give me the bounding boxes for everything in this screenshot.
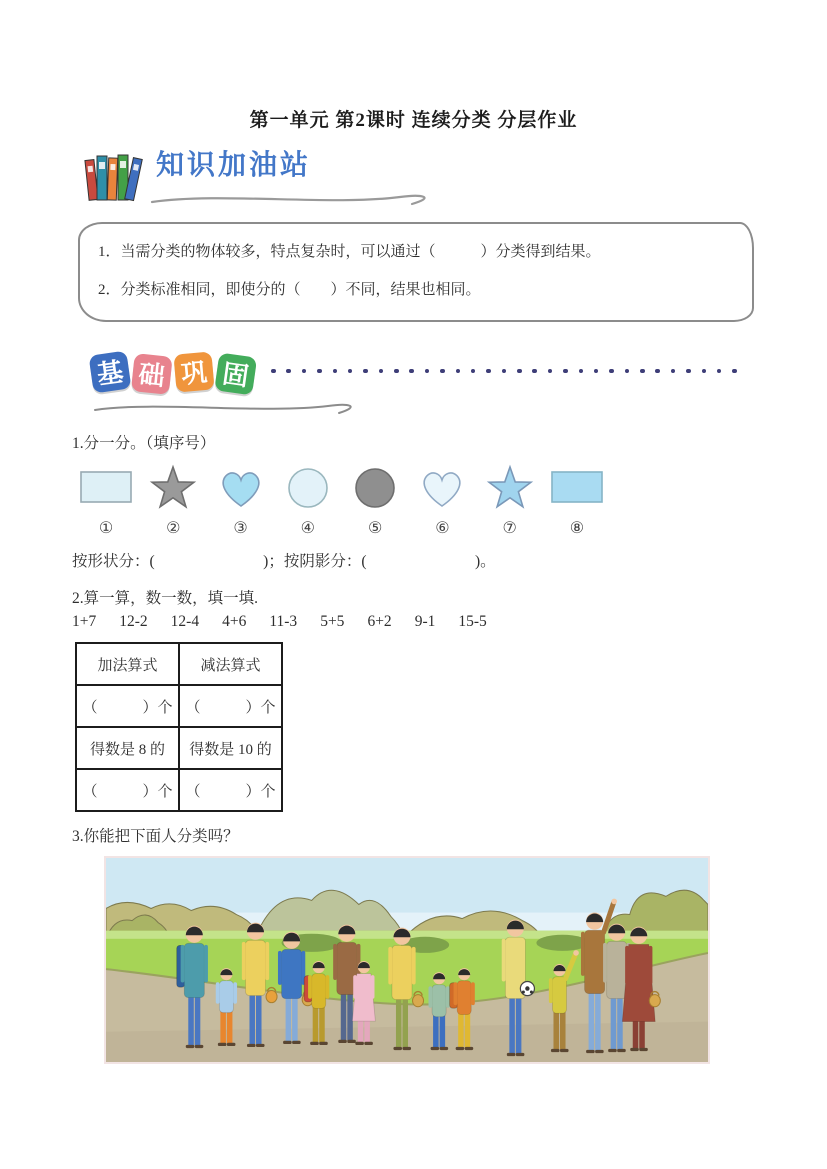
table-cell: （ ）个 bbox=[179, 685, 282, 727]
shape-number: ⑥ bbox=[435, 520, 450, 537]
shape-rect-item bbox=[74, 462, 138, 538]
dot bbox=[717, 369, 722, 374]
note-line-1: 1．当需分类的物体较多，特点复杂时，可以通过（ ）分类得到结果。 bbox=[98, 244, 601, 260]
rect-shape-icon bbox=[545, 462, 609, 512]
dot bbox=[686, 369, 691, 374]
badge-tile-2: 础 bbox=[131, 353, 173, 395]
page-title: 第一单元 第2课时 连续分类 分层作业 bbox=[249, 110, 578, 131]
table-cell: 得数是 8 的 bbox=[76, 727, 179, 769]
dot bbox=[271, 369, 276, 374]
table-cell: （ ）个 bbox=[76, 685, 179, 727]
scene-illustration bbox=[104, 856, 710, 1064]
dot bbox=[563, 369, 568, 374]
star-shape-icon bbox=[478, 462, 542, 512]
question-1-answer-line: 按形状分：( )；按阴影分：( )。 bbox=[72, 553, 496, 570]
dot bbox=[286, 369, 291, 374]
dotted-rule bbox=[271, 367, 737, 375]
dot bbox=[379, 369, 384, 374]
dot bbox=[548, 369, 553, 374]
knowledge-station-badge: 知识加油站 bbox=[156, 149, 312, 180]
dot bbox=[732, 369, 737, 374]
dot bbox=[655, 369, 660, 374]
dot bbox=[440, 369, 445, 374]
badge-tile-4: 固 bbox=[214, 353, 257, 396]
expression-list bbox=[72, 613, 487, 631]
rect-shape-icon bbox=[74, 462, 138, 512]
dot bbox=[517, 369, 522, 374]
dot bbox=[425, 369, 430, 374]
shape-number: ⑧ bbox=[569, 520, 585, 537]
question-2-table bbox=[75, 642, 283, 812]
expression-item: 9-1 bbox=[414, 613, 436, 630]
question-3-label: 3.你能把下面人分类吗？ bbox=[72, 828, 239, 845]
dot bbox=[671, 369, 676, 374]
shape-circle-item bbox=[276, 462, 340, 538]
expression-item: 6+2 bbox=[367, 613, 392, 630]
expression-item: 5+5 bbox=[320, 613, 345, 630]
dot bbox=[394, 369, 399, 374]
dot bbox=[409, 369, 414, 374]
dot bbox=[594, 369, 599, 374]
shape-number: ③ bbox=[233, 520, 248, 537]
dot bbox=[302, 369, 307, 374]
circle-shape-icon bbox=[343, 462, 407, 512]
table-header-cell: 减法算式 bbox=[179, 643, 282, 685]
expression-item: 1+7 bbox=[72, 613, 97, 630]
shape-circle-item bbox=[343, 462, 407, 538]
shape-number: ① bbox=[98, 520, 114, 537]
shape-star-item bbox=[141, 462, 205, 538]
knowledge-notes-box bbox=[78, 222, 754, 322]
expression-item: 4+6 bbox=[222, 613, 247, 630]
shape-rect-item bbox=[545, 462, 609, 538]
dot bbox=[348, 369, 353, 374]
shape-number: ⑦ bbox=[502, 520, 517, 537]
shape-number: ④ bbox=[300, 520, 316, 537]
dot bbox=[579, 369, 584, 374]
dot bbox=[471, 369, 476, 374]
people-park-scene bbox=[106, 858, 708, 1062]
question-2-label: 2.算一算，数一数，填一填. bbox=[72, 590, 259, 607]
dot bbox=[363, 369, 368, 374]
dot bbox=[456, 369, 461, 374]
dot bbox=[317, 369, 322, 374]
shape-number: ② bbox=[166, 520, 181, 537]
shape-heart-item bbox=[209, 462, 273, 538]
expression-item: 12-2 bbox=[119, 613, 148, 630]
badge-tile-3: 巩 bbox=[173, 351, 214, 392]
dot bbox=[625, 369, 630, 374]
expression-item: 15-5 bbox=[458, 613, 487, 630]
dot bbox=[333, 369, 338, 374]
table-cell: 得数是 10 的 bbox=[179, 727, 282, 769]
question-1-label: 1.分一分。（填序号） bbox=[72, 435, 216, 452]
shape-heart-item bbox=[410, 462, 474, 538]
dot bbox=[702, 369, 707, 374]
expression-item: 12-4 bbox=[170, 613, 200, 630]
note-line-2: 2．分类标准相同，即使分的（ ）不同，结果也相同。 bbox=[98, 282, 481, 298]
table-cell: （ ）个 bbox=[179, 769, 282, 811]
dot bbox=[486, 369, 491, 374]
dot bbox=[532, 369, 537, 374]
books-stack-icon bbox=[84, 150, 146, 211]
shapes-row bbox=[74, 462, 609, 538]
circle-shape-icon bbox=[276, 462, 340, 512]
shape-star-item bbox=[478, 462, 542, 538]
underline-swoosh-icon bbox=[93, 398, 373, 423]
heart-shape-icon bbox=[209, 462, 273, 512]
table-header-cell: 加法算式 bbox=[76, 643, 179, 685]
expression-item: 11-3 bbox=[269, 613, 298, 630]
table-cell: （ ）个 bbox=[76, 769, 179, 811]
dot bbox=[502, 369, 507, 374]
heart-shape-icon bbox=[410, 462, 474, 512]
dot bbox=[609, 369, 614, 374]
shape-number: ⑤ bbox=[367, 520, 383, 537]
star-shape-icon bbox=[141, 462, 205, 512]
badge-tile-1: 基 bbox=[89, 351, 132, 394]
dot bbox=[640, 369, 645, 374]
underline-swoosh-icon bbox=[150, 188, 450, 215]
